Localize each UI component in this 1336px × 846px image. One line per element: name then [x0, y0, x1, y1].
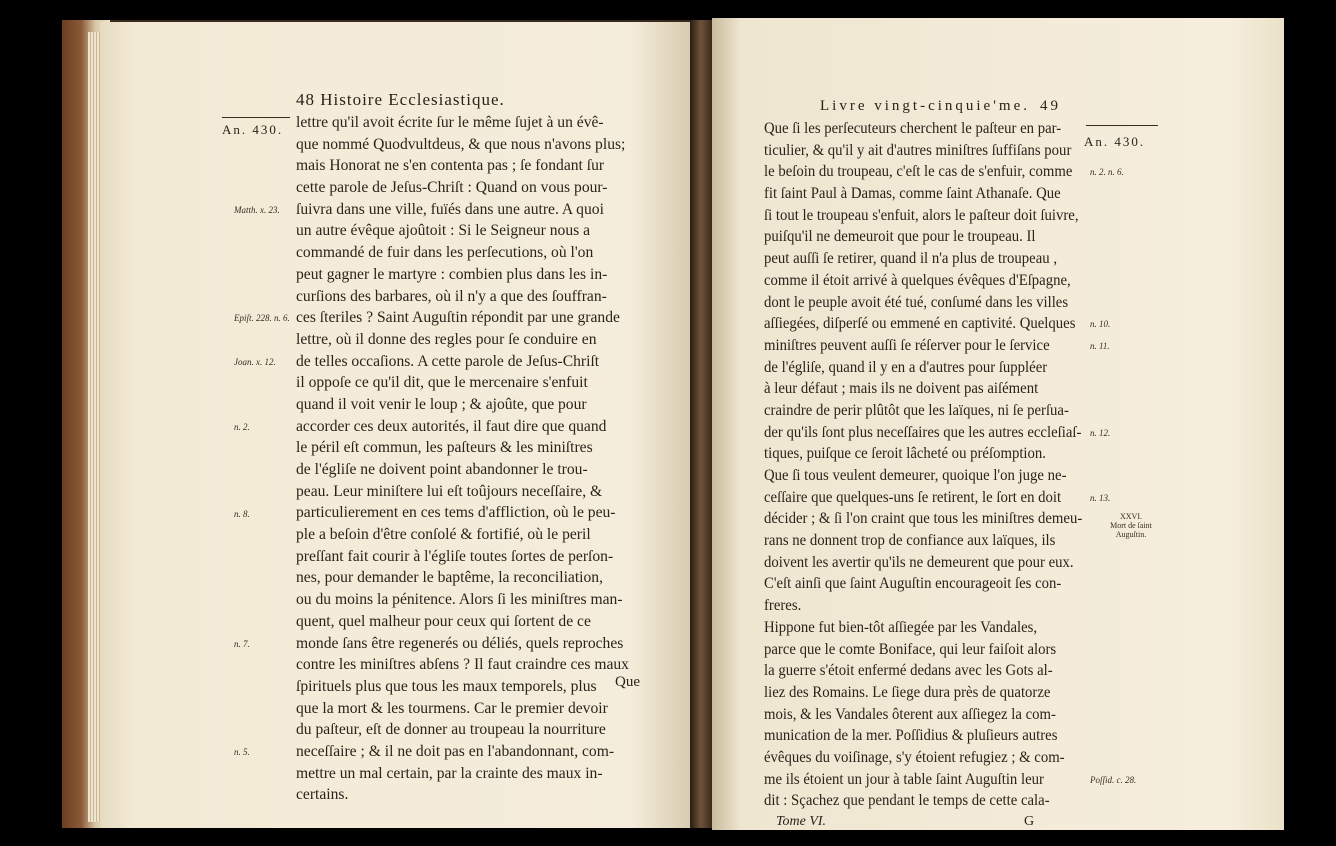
text-line: ple a beſoin d'être conſolé & fortifié, où le peril: [296, 526, 591, 544]
right-running-head: Livre vingt-cinquie'me.: [820, 98, 1030, 114]
margin-note: n. 11.: [1090, 341, 1110, 351]
margin-note: n. 7.: [234, 638, 250, 649]
text-line: à leur défaut ; mais ils ne doivent pas aiſément: [764, 380, 1039, 398]
text-line: ou du moins la pénitence. Alors ſi les miniſtres man-: [296, 591, 623, 609]
text-line: ſi tout le troupeau s'enfuit, alors le paſteur doit ſuivre,: [764, 206, 1079, 224]
text-line: comme il étoit arrivé à quelques évêques d'Eſpagne,: [764, 271, 1071, 289]
text-line: ceſſaire que quelques-uns ſe retirent, le ſort en doit: [764, 488, 1062, 506]
text-line: munication de la mer. Poſſidius & pluſieurs autres: [764, 727, 1058, 745]
text-line: peau. Leur miniſtere lui eſt toûjours neceſſaire, &: [296, 482, 603, 500]
margin-note: n. 12.: [1090, 427, 1111, 438]
text-line: cette parole de Jeſus-Chriſt : Quand on vous pour-: [296, 179, 608, 197]
text-line: que nommé Quodvultdeus, & que nous n'avons plus;: [296, 135, 626, 153]
text-line: quand il voit venir le loup ; & ajoûte, que pour: [296, 395, 587, 413]
text-line: que la mort & les tourmens. Car le premier devoir: [296, 699, 608, 717]
text-line: curſions des barbares, où il n'y a que des ſouffran-: [296, 287, 607, 305]
text-line: dont le peuple avoit été tué, conſumé dans les villes: [764, 293, 1069, 311]
margin-note: n. 5.: [234, 747, 250, 758]
text-line: puiſqu'il ne demeuroit que pour le troupeau. Il: [764, 228, 1036, 246]
left-body-text: [296, 112, 629, 806]
margin-note: Poſſid. c. 28.: [1090, 775, 1137, 785]
text-line: décider ; & ſi l'on craint que tous les miniſtres demeu-: [764, 510, 1083, 528]
text-line: mois, & les Vandales ôterent aux aſſiegez la com-: [764, 705, 1056, 723]
left-running-head: 48 Histoire Ecclesiastique.: [296, 90, 505, 109]
left-catchword: Que: [615, 674, 640, 690]
text-line: me ils étoient un jour à table ſaint Auguſtin leur: [764, 770, 1044, 788]
text-line: le beſoin du troupeau, c'eſt le cas de s'enfuir, comme: [764, 163, 1073, 181]
text-line: peut auſſi ſe retirer, quand il n'a plus de troupeau ,: [764, 250, 1058, 268]
text-line: un autre évêque ajoûtoit : Si le Seigneur nous a: [296, 222, 591, 240]
text-line: certains.: [296, 786, 349, 804]
text-line: il oppoſe ce qu'il dit, que le mercenaire s'enfuit: [296, 374, 588, 392]
margin-note: Joan. x. 12.: [234, 356, 276, 367]
gathering-mark: G: [1024, 814, 1035, 829]
volume-signature: Tome VI.: [776, 814, 827, 829]
text-line: évêques du voiſinage, s'y étoient refugiez ; & com-: [764, 748, 1065, 766]
text-line: ſuivra dans une ville, fuïés dans une autre. A quoi: [296, 200, 604, 218]
text-line: du paſteur, eſt de donner au troupeau la nourriture: [296, 721, 606, 739]
text-line: commandé de fuir dans les perſecutions, où l'on: [296, 244, 594, 262]
text-line: parce que le comte Boniface, qui leur faiſoit alors: [764, 640, 1057, 658]
text-line: freres.: [764, 597, 802, 615]
text-line: de l'égliſe ne doivent point abandonner le trou-: [296, 461, 588, 478]
margin-note: n. 2. n. 6.: [1090, 167, 1124, 178]
text-line: ces ſteriles ? Saint Auguſtin répondit par une grande: [296, 309, 620, 327]
text-line: doivent les avertir qu'ils ne demeurent que pour eux.: [764, 553, 1074, 571]
right-body-text: [764, 118, 1100, 812]
text-line: lettre, où il donne des regles pour ſe conduire en: [296, 330, 597, 348]
text-line: der qu'ils ſont plus neceſſaires que les autres eccleſiaſ-: [764, 423, 1082, 441]
margin-note: Matth. x. 23.: [234, 204, 280, 215]
margin-note: n. 10.: [1090, 319, 1111, 330]
text-line: quent, quel malheur pour ceux qui ſortent de ce: [296, 612, 591, 630]
margin-note: n. 13.: [1090, 492, 1111, 503]
text-line: dit : Sçachez que pendant le temps de cette cala-: [764, 792, 1050, 810]
text-line: le péril eſt commun, les paſteurs & les miniſtres: [296, 439, 593, 457]
text-line: Hippone fut bien-tôt aſſiegée par les Vandales,: [764, 618, 1038, 636]
book-gutter: [690, 20, 712, 828]
text-line: Que ſi tous veulent demeurer, quoique l'on juge ne-: [764, 467, 1067, 484]
text-line: ticulier, & qu'il y ait d'autres miniſtres ſuffiſans pour: [764, 141, 1072, 159]
left-year-label: An. 430.: [222, 122, 284, 137]
text-line: peut gagner le martyre : combien plus dans les in-: [296, 265, 608, 283]
text-line: monde ſans être regenerés ou déliés, quels reproches: [296, 634, 624, 652]
text-line: miniſtres peuvent auſſi ſe réſerver pour le ſervice: [764, 336, 1050, 354]
text-line: preſſant fait courir à l'égliſe toutes ſortes de perſon-: [296, 547, 614, 565]
text-line: fit ſaint Paul à Damas, comme ſaint Athanaſe. Que: [764, 185, 1061, 203]
text-line: nes, pour demander le baptême, la reconciliation,: [296, 569, 603, 587]
text-line: aſſiegées, diſperſé ou emmené en captivité. Quelques: [764, 315, 1076, 333]
text-line: mais Honorat ne s'en contenta pas ; ſe fondant ſur: [296, 157, 605, 175]
right-page-number: 49: [1040, 98, 1061, 114]
text-line: de telles occaſions. A cette parole de Jeſus-Chriſt: [296, 352, 600, 370]
text-line: la guerre s'étoit enfermé dedans avec les Gots al-: [764, 662, 1053, 680]
left-margin-rule: [222, 117, 290, 118]
margin-note: n. 8.: [234, 508, 250, 519]
text-line: liez des Romains. Le ſiege dura près de quatorze: [764, 683, 1051, 701]
text-line: lettre qu'il avoit écrite ſur le même ſujet à un évê-: [296, 114, 604, 131]
text-line: particulierement en ces tems d'affliction, où le peu-: [296, 504, 616, 522]
text-line: craindre de perir plûtôt que les laïques, ni ſe perſua-: [764, 401, 1069, 419]
text-line: ſpirituels plus que tous les maux temporels, plus: [296, 677, 597, 695]
text-line: de l'égliſe, quand il y en a d'autres pour ſuppléer: [764, 358, 1048, 376]
text-line: rans ne donnent trop de confiance aux laïques, ils: [764, 532, 1056, 550]
right-year-label: An. 430.: [1084, 134, 1146, 149]
text-line: Que ſi les perſecuteurs cherchent le paſteur en par-: [764, 120, 1062, 137]
text-line: contre les miniſtres abſens ? Il faut craindre ces maux: [296, 656, 629, 674]
margin-note: Epiſt. 228. n. 6.: [234, 313, 290, 324]
side-title-line: XXVI.: [1120, 512, 1142, 521]
text-line: accorder ces deux autorités, il faut dire que quand: [296, 417, 607, 435]
text-line: neceſſaire ; & il ne doit pas en l'abandonnant, com-: [296, 742, 615, 760]
side-title-line: Mort de ſaint: [1110, 521, 1152, 530]
text-line: mettre un mal certain, par la crainte des maux in-: [296, 764, 603, 782]
text-line: tiques, puiſque ce ſeroit lâcheté ou préſomption.: [764, 445, 1046, 463]
text-line: C'eſt ainſi que ſaint Auguſtin encourageoit ſes con-: [764, 575, 1062, 593]
right-side-title: [1102, 512, 1160, 539]
margin-note: n. 2.: [234, 421, 250, 432]
side-title-line: Auguſtin.: [1115, 530, 1147, 539]
